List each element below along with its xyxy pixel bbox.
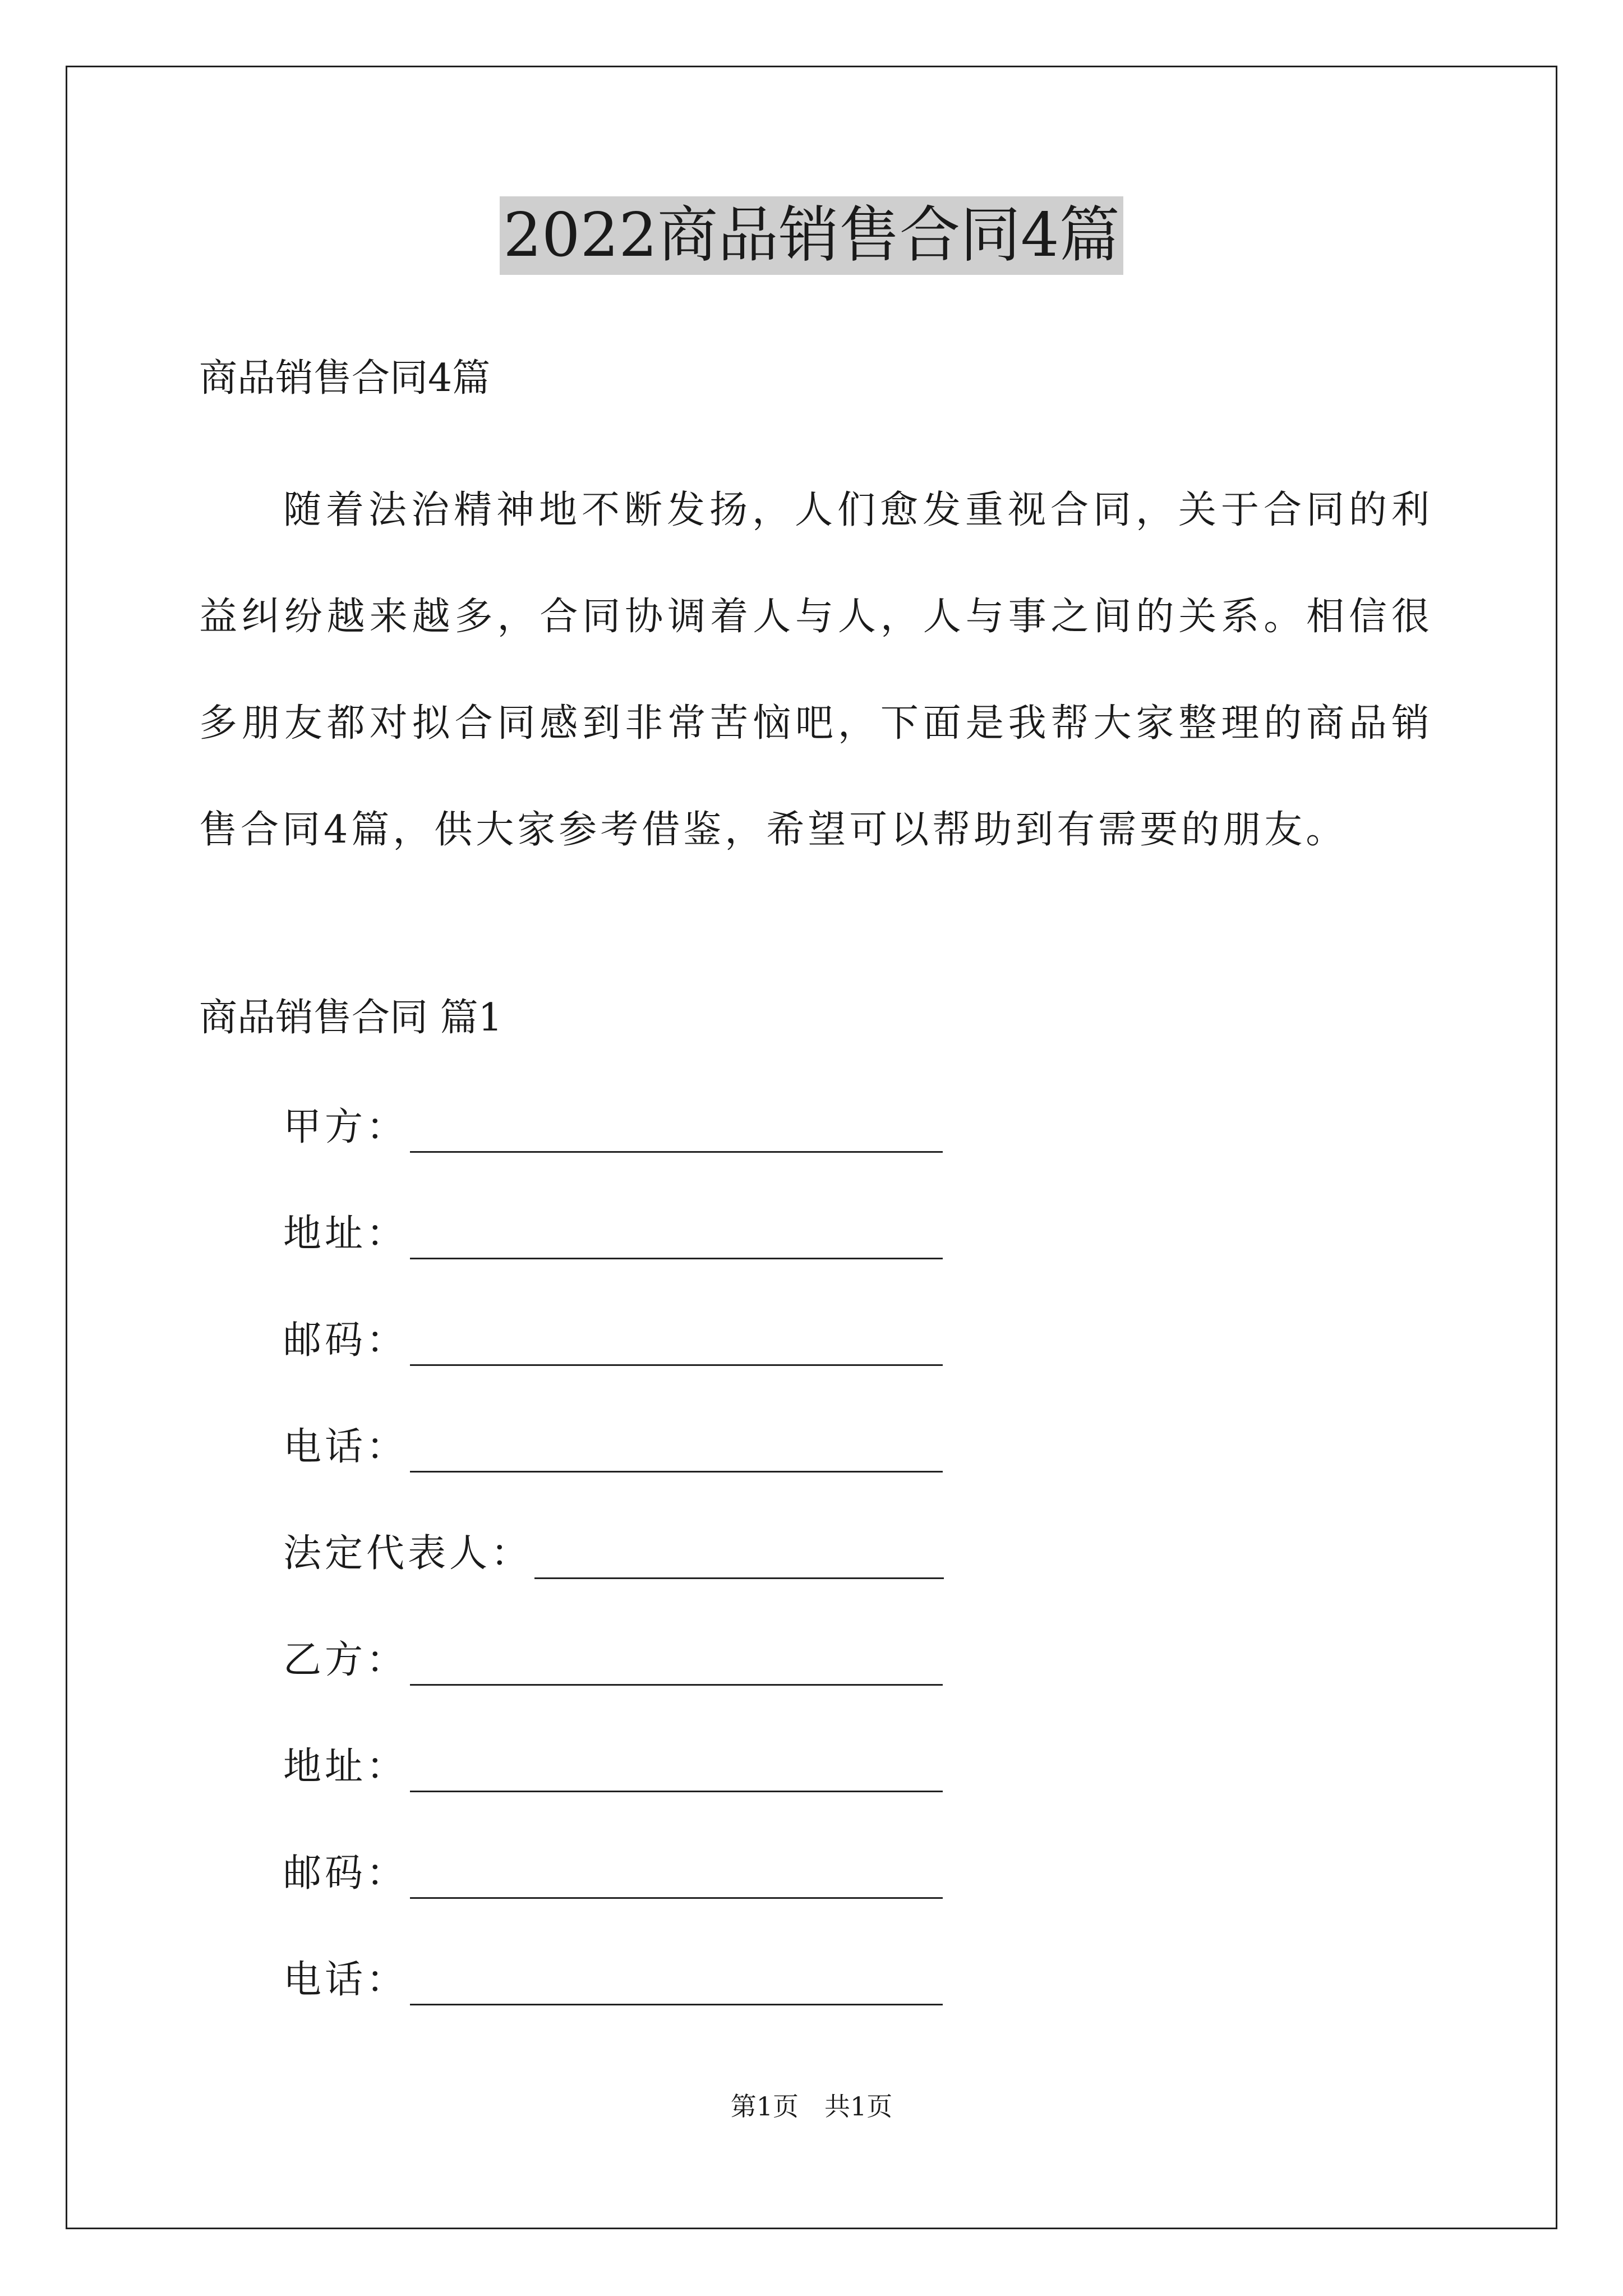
party-b-field [283,1635,943,1686]
party-a-address-blank[interactable] [410,1218,943,1259]
document-title: 2022商品销售合同4篇 [500,196,1123,275]
legal-representative-field [283,1529,944,1579]
party-b-address-field [283,1742,943,1792]
field-label: 乙方： [283,1638,408,1682]
field-label: 邮码： [283,1318,408,1363]
party-b-blank[interactable] [410,1645,943,1686]
party-a-phone-blank[interactable] [410,1432,943,1473]
party-a-postcode-field [283,1315,943,1366]
page-footer: 第1页 共1页 [730,2091,893,2122]
party-b-postcode-field [283,1848,943,1899]
field-label: 甲方： [283,1105,408,1149]
title-wrap [0,196,1623,275]
section-heading: 商品销售合同 篇1 [199,996,502,1040]
party-a-phone-field [283,1422,943,1473]
field-label: 电话： [283,1958,408,2002]
party-a-address-field [283,1209,943,1259]
party-b-phone-blank[interactable] [410,1964,943,2005]
intro-paragraph: 随着法治精神地不断发扬，人们愈发重视合同，关于合同的利益纠纷越来越多，合同协调着人与人，人与事之间的关系。相信很多朋友都对拟合同感到非常苦恼吧，下面是我帮大家整理的商品销售合同4篇，供大家参考借鉴，希望可以帮助到有需要的朋友。 [199,488,1433,852]
field-label: 邮码： [283,1851,408,1895]
party-a-field [283,1102,943,1153]
field-label: 地址： [283,1212,408,1256]
party-a-postcode-blank[interactable] [410,1325,943,1366]
field-label: 法定代表人： [283,1531,533,1576]
field-label: 电话： [283,1425,408,1469]
party-b-postcode-blank[interactable] [410,1858,943,1899]
field-label: 地址： [283,1745,408,1789]
legal-representative-blank[interactable] [534,1538,944,1579]
party-b-address-blank[interactable] [410,1751,943,1792]
party-a-blank[interactable] [410,1112,943,1153]
party-b-phone-field [283,1955,943,2005]
document-subtitle: 商品销售合同4篇 [199,356,491,401]
